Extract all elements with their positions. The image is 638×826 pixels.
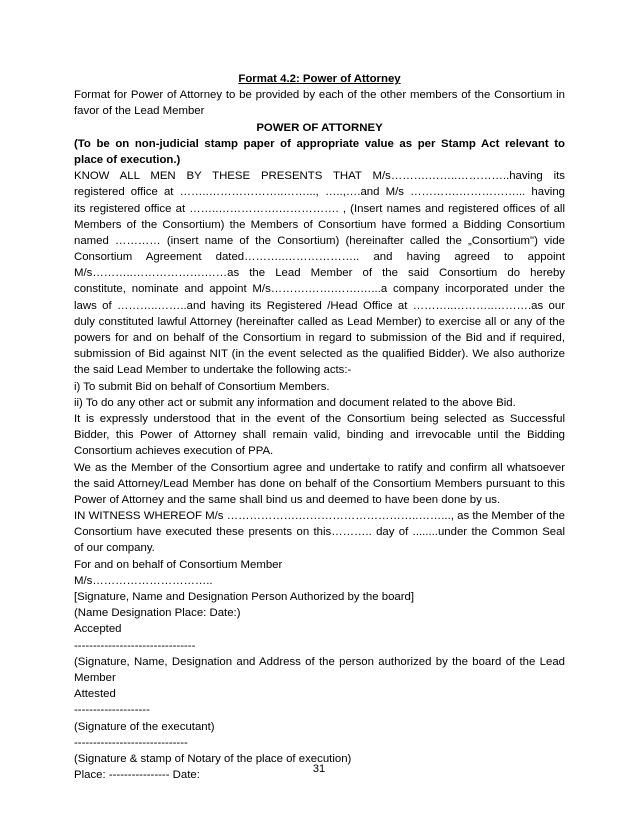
witness-line: Consortium have executed these presents on this……….. day of ........under the Common Seal: [74, 526, 565, 539]
body-line: duly constituted lawful Attorney (hereinafter called as Lead Member) to exercise all or any of the: [74, 315, 565, 328]
signature-dashes: ------------------------------: [74, 736, 188, 749]
page-number: 31: [312, 763, 326, 775]
notary-signature-label: (Signature & stamp of Notary of the place of execution): [74, 752, 352, 765]
body-line-last: the said Lead Member to undertake the following acts:-: [74, 364, 352, 377]
act-item: ii) To do any other act or submit any information and document related to the above Bid.: [74, 396, 516, 409]
for-behalf-line: For and on behalf of Consortium Member: [74, 558, 283, 571]
document-content: [74, 71, 565, 783]
stamp-note-line: place of execution.): [74, 153, 181, 166]
witness-line: IN WITNESS WHEREOF M/s ……………….…………………………..……..., as the Member of the: [74, 510, 565, 523]
ratify-line: We as the Member of the Consortium agree and undertake to ratify and confirm all whatsoever: [74, 461, 565, 474]
body-line: KNOW ALL MEN BY THESE PRESENTS THAT M/s……….……..…………..having its: [74, 170, 565, 183]
authorized-signature-line: (Signature, Name, Designation and Address of the person authorized by the board of the Lead: [74, 655, 565, 668]
body-line: M/s………..……………….……as the Lead Member of the said Consortium do hereby: [74, 267, 565, 280]
body-line: constitute, nominate and appoint M/s……….…….…….…...a company incorporated under the: [74, 283, 565, 296]
body-line: its registered office at ……..…………….……………. , (Insert names and registered offices of all: [74, 202, 565, 215]
format-title: Format 4.2: Power of Attorney: [238, 73, 401, 85]
body-line: powers for and on behalf of the Consortium in regard to submission of the Bid and if required,: [74, 332, 565, 344]
body-line: Consortium Agreement dated………..……………….. and having agreed to appoint: [74, 251, 565, 264]
body-line: registered office at ……..………………..……..., …..,….and M/s ………….……………... having: [74, 186, 565, 199]
understood-line: Bidder, this Power of Attorney shall remain valid, binding and irrevocable until the Bidding: [74, 429, 565, 442]
heading: POWER OF ATTORNEY: [256, 121, 383, 134]
intro-line: favor of the Lead Member: [74, 105, 205, 118]
body-line: laws of ………..……..and having its Registered /Head Office at ………..………..……….as our: [74, 299, 565, 312]
witness-line-last: of our company.: [74, 542, 155, 555]
signature-line: [Signature, Name and Designation Person Authorized by the board]: [74, 591, 415, 603]
authorized-signature-line-last: Member: [74, 671, 116, 684]
signature-dashes: --------------------------------: [74, 639, 196, 652]
attested-label: Attested: [74, 688, 116, 701]
ratify-line: the said Attorney/Lead Member has done on behalf of the Consortium Members pursuant to this: [74, 477, 565, 490]
body-line: Members of the Consortium) the Members of Consortium have formed a Bidding Consortium: [74, 218, 565, 231]
member-name-line: M/s…………………………..: [74, 574, 213, 587]
executant-signature-label: (Signature of the executant): [74, 720, 215, 733]
understood-line-last: Consortium achieves execution of PPA.: [74, 445, 274, 458]
place-date-line: Place: ---------------- Date:: [74, 769, 200, 782]
accepted-label: Accepted: [74, 623, 122, 636]
intro-line: Format for Power of Attorney to be provided by each of the other members of the Consortium in: [74, 89, 565, 102]
name-designation-line: (Name Designation Place: Date:): [74, 607, 241, 620]
body-line: named ………… (insert name of the Consortium) (hereinafter called the „Consortium") vide: [74, 234, 565, 247]
signature-dashes: --------------------: [74, 704, 150, 717]
stamp-note-line: (To be on non-judicial stamp paper of appropriate value as per Stamp Act relevant to: [74, 137, 565, 150]
understood-line: It is expressly understood that in the event of the Consortium being selected as Successful: [74, 412, 565, 425]
ratify-line-last: Power of Attorney and the same shall bind us and deemed to have been done by us.: [74, 493, 501, 506]
act-item: i) To submit Bid on behalf of Consortium Members.: [74, 380, 330, 393]
body-line: submission of Bid against NIT (in the event selected as the qualified Bidder). We also authorize: [74, 348, 565, 361]
